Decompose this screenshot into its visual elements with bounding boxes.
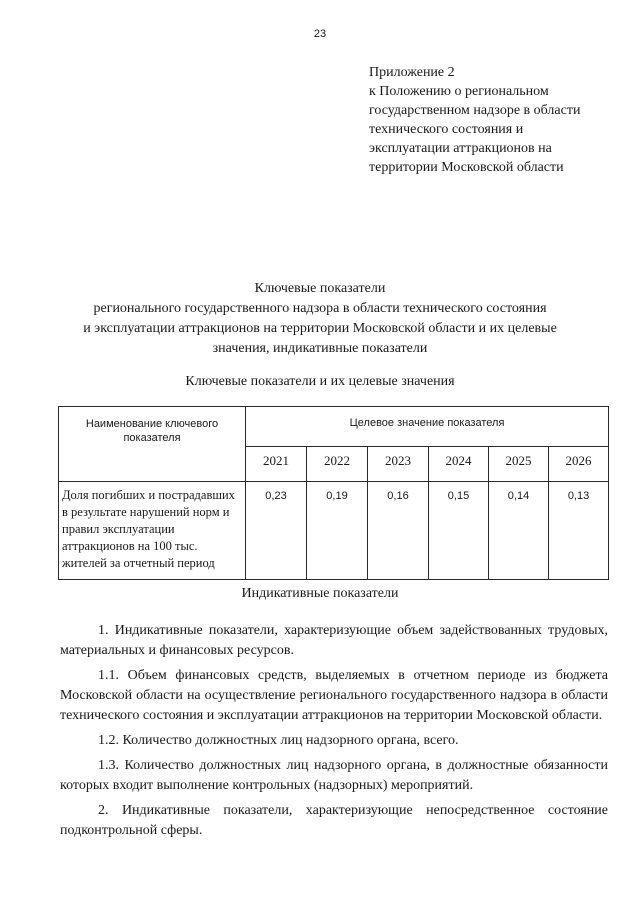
appendix-line: эксплуатации аттракционов на xyxy=(369,141,552,156)
appendix-line: Приложение 2 xyxy=(369,65,455,80)
document-title xyxy=(40,279,600,359)
title-line: и эксплуатации аттракционов на территории Московской области и их целевые xyxy=(83,321,557,336)
target-value-cell: 0,14 xyxy=(489,482,549,580)
target-value-cell: 0,16 xyxy=(368,482,429,580)
title-line: значения, индикативные показатели xyxy=(212,341,428,356)
table-subtitle: Ключевые показатели и их целевые значения xyxy=(185,374,455,389)
target-value-cell: 0,15 xyxy=(429,482,489,580)
appendix-header xyxy=(369,63,629,177)
indicator-name-cell: Доля погибших и пострадавших в результате нарушений норм и правил эксплуатации аттракционов на 100 тыс. жителей за отчетный период xyxy=(59,482,246,580)
year-cell: 2023 xyxy=(368,447,429,482)
header-indicator-name: Наименование ключевого показателя xyxy=(59,407,246,482)
paragraph: 2. Индикативные показатели, характеризующие непосредственное состояние подконтрольной сферы. xyxy=(60,803,608,838)
section-title: Индикативные показатели xyxy=(241,586,399,601)
table-row xyxy=(59,482,609,580)
page-number: 23 xyxy=(313,28,327,40)
title-line: регионального государственного надзора в области технического состояния xyxy=(93,301,547,316)
appendix-line: к Положению о региональном xyxy=(369,84,549,99)
year-cell: 2025 xyxy=(489,447,549,482)
indicators-list xyxy=(60,621,608,846)
paragraph: 1.1. Объем финансовых средств, выделяемых в отчетном периоде из бюджета Московской области на осуществление регионального государственного надзора в области технического состояния и эксплуатации аттракционов на территории Московской области. xyxy=(60,668,608,723)
year-cell: 2026 xyxy=(549,447,609,482)
target-value-cell: 0,19 xyxy=(307,482,368,580)
paragraph: 1.2. Количество должностных лиц надзорного органа, всего. xyxy=(98,733,459,748)
paragraph: 1.3. Количество должностных лиц надзорного органа, в должностные обязанности которых входит выполнение контрольных (надзорных) мероприятий. xyxy=(60,758,608,793)
target-value-cell: 0,23 xyxy=(246,482,307,580)
target-value-cell: 0,13 xyxy=(549,482,609,580)
key-indicators-table xyxy=(58,406,609,580)
year-cell: 2022 xyxy=(307,447,368,482)
table-header-row xyxy=(59,407,609,447)
header-target-value: Целевое значение показателя xyxy=(246,407,609,447)
year-cell: 2021 xyxy=(246,447,307,482)
paragraph: 1. Индикативные показатели, характеризующие объем задействованных трудовых, материальных и финансовых ресурсов. xyxy=(60,623,608,658)
appendix-line: территории Московской области xyxy=(369,160,564,175)
appendix-line: государственном надзоре в области xyxy=(369,103,581,118)
title-line: Ключевые показатели xyxy=(254,281,386,296)
year-cell: 2024 xyxy=(429,447,489,482)
appendix-line: технического состояния и xyxy=(369,122,524,137)
